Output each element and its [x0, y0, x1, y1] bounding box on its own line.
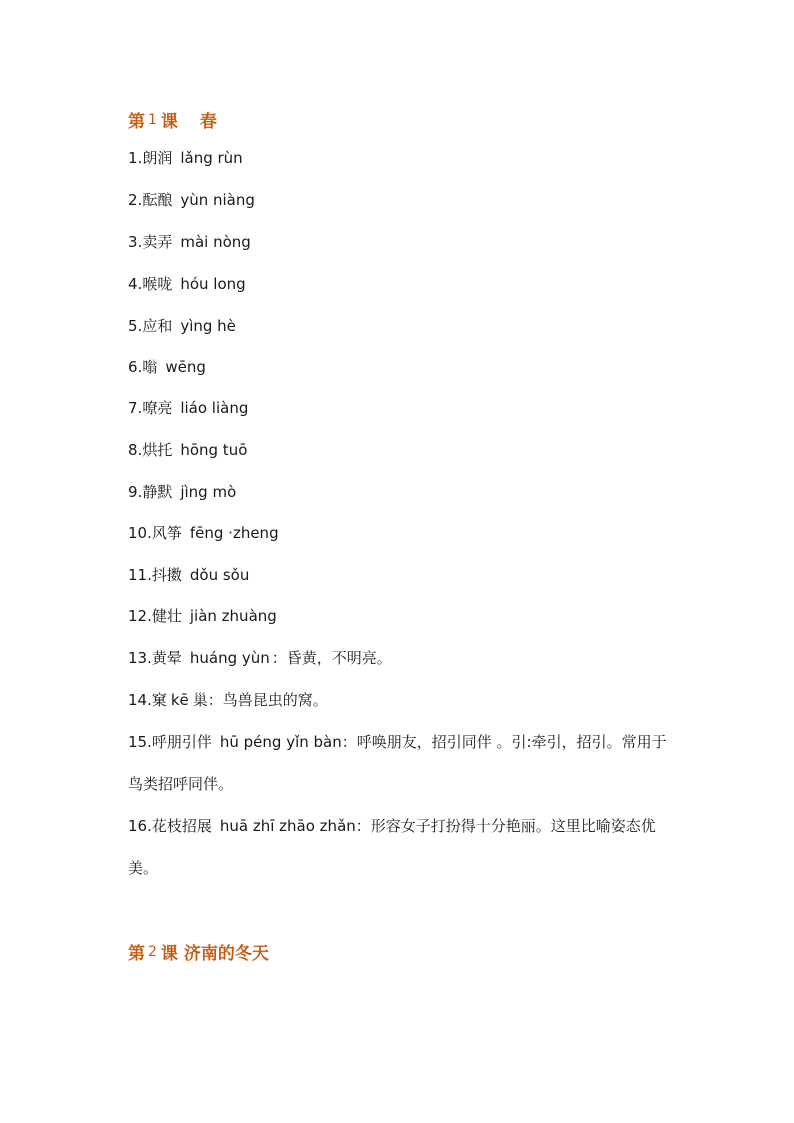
- vocab-item: [128, 690, 328, 710]
- item-word: 健壮: [151, 607, 182, 625]
- item-pinyin: yìng hè: [180, 317, 236, 335]
- lesson-label: 第: [128, 112, 145, 132]
- lesson-number: 2: [148, 944, 157, 960]
- item-pinyin: fēng ·zheng: [189, 524, 279, 542]
- item-pinyin: hóu long: [180, 275, 246, 293]
- item-number: 3.: [128, 233, 143, 251]
- item-pinyin: huā zhī zhāo zhǎn: [219, 817, 356, 835]
- vocab-item: [128, 805, 668, 889]
- item-number: 6.: [128, 358, 143, 376]
- item-word: 窠: [151, 691, 167, 709]
- item-number: 5.: [128, 317, 143, 335]
- vocab-item: [128, 606, 277, 626]
- item-word: 朗润: [142, 149, 173, 167]
- item-number: 12.: [128, 607, 152, 625]
- item-number: 16.: [128, 817, 152, 835]
- lesson-suffix: 课: [160, 944, 178, 964]
- item-number: 7.: [128, 399, 143, 417]
- item-word: 花枝招展: [151, 817, 212, 835]
- item-word: 烘托: [142, 441, 173, 459]
- item-word: 抖擞: [151, 566, 182, 584]
- item-word: 应和: [142, 317, 173, 335]
- vocab-item: [128, 482, 236, 502]
- lesson-suffix: 课: [160, 112, 178, 132]
- item-word: 静默: [142, 483, 173, 501]
- item-word: 嗡: [142, 358, 158, 376]
- item-number: 1.: [128, 149, 143, 167]
- lesson-2-heading: [128, 939, 269, 964]
- item-number: 2.: [128, 191, 143, 209]
- item-word: 喉咙: [142, 275, 173, 293]
- vocab-item: [128, 398, 248, 418]
- lesson-1-heading: [128, 107, 217, 132]
- vocab-item: [128, 148, 243, 168]
- vocab-item: [128, 523, 279, 543]
- item-pinyin: jiàn zhuàng: [189, 607, 277, 625]
- vocab-item: [128, 357, 206, 377]
- item-pinyin: dǒu sǒu: [189, 566, 250, 584]
- item-number: 8.: [128, 441, 143, 459]
- vocab-item: [128, 232, 251, 252]
- item-word: 卖弄: [142, 233, 173, 251]
- item-number: 9.: [128, 483, 143, 501]
- item-definition: 巢：鸟兽昆虫的窝。: [192, 691, 328, 709]
- item-word: 风筝: [151, 524, 182, 542]
- item-pinyin: hū péng yǐn bàn: [219, 733, 342, 751]
- item-definition: ：昏黄，不明亮。: [271, 649, 392, 667]
- lesson-title: 春: [199, 112, 217, 132]
- lesson-label: 第: [128, 944, 145, 964]
- vocab-item: [128, 648, 392, 668]
- item-number: 13.: [128, 649, 152, 667]
- lesson-number: 1: [148, 112, 157, 128]
- vocab-item: [128, 721, 668, 805]
- item-pinyin: jìng mò: [180, 483, 237, 501]
- vocab-item: [128, 440, 247, 460]
- vocab-item: [128, 565, 249, 585]
- lesson-title: 济南的冬天: [183, 944, 269, 964]
- item-number: 10.: [128, 524, 152, 542]
- item-number: 11.: [128, 566, 152, 584]
- vocab-item: [128, 274, 246, 294]
- item-pinyin: hōng tuō: [180, 441, 248, 459]
- vocab-item: [128, 316, 236, 336]
- item-pinyin: huáng yùn: [189, 649, 270, 667]
- item-word: 嘹亮: [142, 399, 173, 417]
- item-pinyin: mài nòng: [180, 233, 251, 251]
- item-number: 14.: [128, 691, 152, 709]
- item-pinyin: liáo liàng: [180, 399, 249, 417]
- item-word: 黄晕: [151, 649, 182, 667]
- item-pinyin: kē: [170, 691, 189, 709]
- item-definition: ：形容女子打扮得十分艳丽。这里比喻姿态优美。: [128, 817, 656, 877]
- item-pinyin: lǎng rùn: [180, 149, 243, 167]
- item-number: 4.: [128, 275, 143, 293]
- item-word: 酝酿: [142, 191, 173, 209]
- item-word: 呼朋引伴: [151, 733, 212, 751]
- item-pinyin: wēng: [165, 358, 206, 376]
- item-pinyin: yùn niàng: [180, 191, 255, 209]
- vocab-item: [128, 190, 255, 210]
- item-number: 15.: [128, 733, 152, 751]
- item-definition: ：呼唤朋友，招引同伴 。引:牵引，招引。常用于鸟类招呼同伴。: [128, 733, 667, 793]
